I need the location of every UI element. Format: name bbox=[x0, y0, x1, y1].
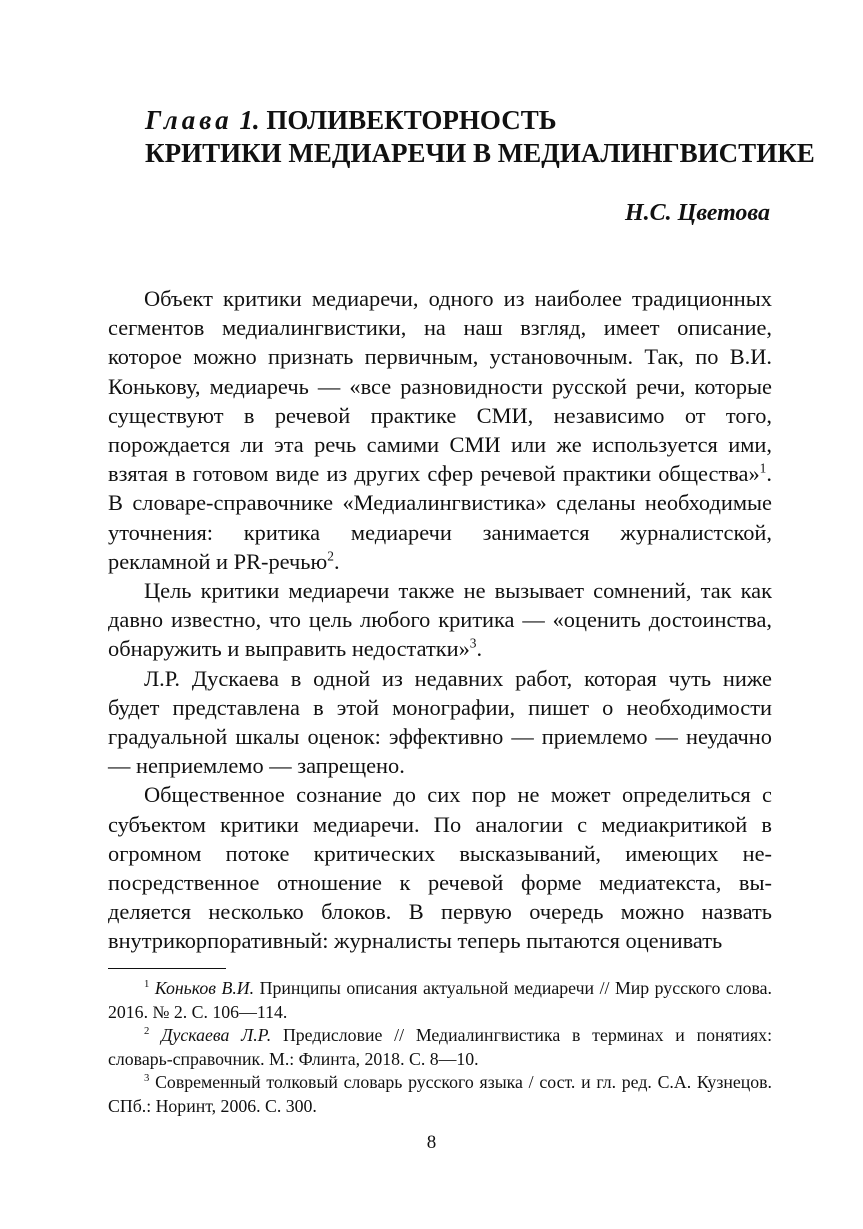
paragraph-text: Общественное сознание до сих пор не может определиться с субъектом критики медиаречи. По аналогии с медиакритикой в огромном потоке критических высказываний, имеющих непосредственное отношение к речевой форме медиатекста, выделяется несколько блоков. В первую очередь можно назвать внутрикорпоративный: журналисты теперь пытаются оценивать bbox=[108, 782, 772, 954]
footnote bbox=[108, 977, 772, 1024]
footnote bbox=[108, 1024, 772, 1071]
paragraph-text: Цель критики медиаречи также не вызывает сомнений, так как давно известно, что цель любого критика — «оценить достоинства, обнаружить и выправить недостатки» bbox=[108, 578, 772, 662]
chapter-number: 1. bbox=[239, 105, 260, 135]
paragraph bbox=[108, 284, 772, 576]
paragraph bbox=[108, 576, 772, 664]
footnote-text: Принципы описания актуальной медиаречи // Мир русского слова. 2016. № 2. С. 106—114. bbox=[108, 978, 772, 1022]
footnote-ref: 1 bbox=[759, 460, 767, 476]
footnote-text: Предисловие // Медиалингвистика в терминах и понятиях: словарь-справочник. М.: Флинта, 2018. С. 8—10. bbox=[108, 1025, 773, 1069]
footnote bbox=[108, 1071, 772, 1118]
paragraph bbox=[108, 664, 772, 781]
chapter-label: Глава bbox=[145, 105, 233, 135]
footnote-divider bbox=[108, 968, 226, 969]
paragraph-text: Л.Р. Дускаева в одной из недавних работ, которая чуть ниже будет представлена в этой монографии, пишет о необходимости градуальной шкалы оценок: эффективно — приемлемо — неудачно — неприемлемо — запрещено. bbox=[108, 665, 772, 779]
chapter-heading-line-1 bbox=[145, 104, 805, 137]
footnote-ref: 2 bbox=[327, 548, 334, 564]
paragraph-text: . bbox=[333, 548, 340, 574]
footnote-ref: 3 bbox=[469, 635, 477, 651]
paragraph-text: . В словаре-справочнике «Медиалингвистика» сделаны необходимые уточнения: критика медиаречи занимается журналистской, рекламной и PR-речью bbox=[108, 461, 772, 574]
chapter-title-line-1: ПОЛИВЕКТОРНОСТЬ bbox=[266, 105, 557, 135]
paragraph-text: . bbox=[476, 636, 483, 662]
chapter-title-line-2: КРИТИКИ МЕДИАРЕЧИ В МЕДИАЛИНГВИСТИКЕ bbox=[145, 138, 815, 168]
footnote-mark: 2 bbox=[144, 1025, 150, 1038]
page-number: 8 bbox=[426, 1132, 437, 1153]
body-text bbox=[108, 284, 772, 956]
footnote-mark: 1 bbox=[144, 978, 150, 991]
footnote-author: Дускаева Л.Р. bbox=[161, 1025, 272, 1046]
chapter-author: Н.С. Цветова bbox=[624, 200, 770, 226]
paragraph-text: Объект критики медиаречи, одного из наиболее традиционных сегментов медиалингвистики, на наш взгляд, имеет описание, которое можно признать первичным, установочным. Так, по В.И. Конькову, медиаречь — «все разновидности русской речи, которые существуют в речевой практике СМИ, независимо от того, порождается ли эта речь самими СМИ или же используется ими, взятая в готовом виде из других сфер речевой практики общества» bbox=[108, 286, 772, 487]
footnote-author: Коньков В.И. bbox=[154, 978, 255, 998]
chapter-heading bbox=[145, 104, 815, 170]
footnote-mark: 3 bbox=[144, 1072, 150, 1085]
footnote-text: Современный толковый словарь русского языка / сост. и гл. ред. С.А. Кузнецов. СПб.: Норинт, 2006. С. 300. bbox=[108, 1072, 772, 1116]
paragraph bbox=[108, 780, 772, 955]
footnotes bbox=[108, 977, 772, 1119]
